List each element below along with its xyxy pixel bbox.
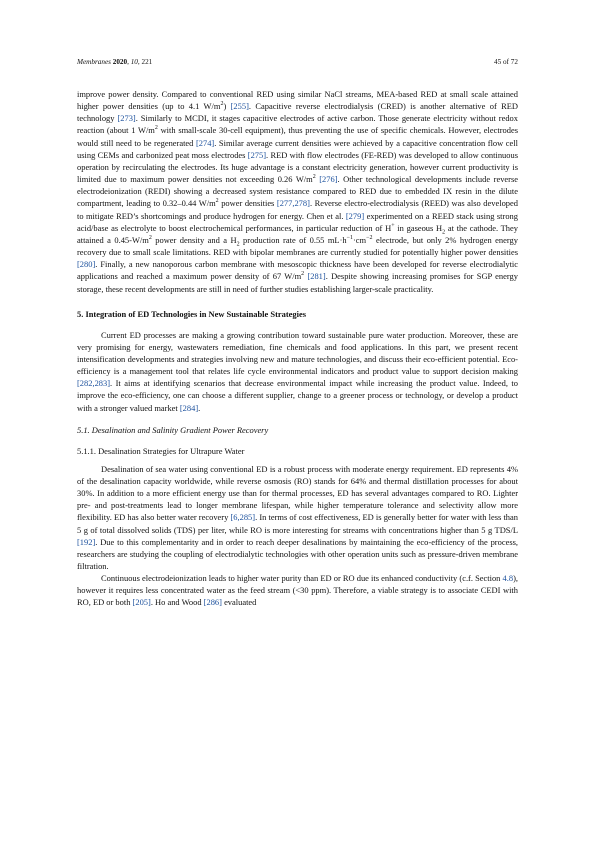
section-heading: 5. Integration of ED Technologies in New Sustainable Strategies	[77, 308, 306, 319]
citation-link[interactable]: [282,283]	[77, 378, 111, 389]
citation-link[interactable]: [6,285]	[230, 512, 256, 523]
running-header	[77, 58, 518, 66]
page-number: 45 of 72	[494, 58, 518, 66]
citation-link[interactable]: [273]	[117, 113, 136, 124]
citation-link[interactable]: [205]	[132, 597, 151, 608]
journal-name: Membranes	[77, 58, 111, 66]
citation-link[interactable]: [277,278]	[276, 198, 310, 209]
subsubsection-heading: 5.1.1. Desalination Strategies for Ultrapure Water	[77, 445, 245, 456]
paragraph-cedi: Continuous electrodeionization leads to higher water purity than ED or RO due its enhanced conductivity (c.f. Section 4.8), however it requires less concentrated water as the feed stream (<30 ppm). Therefore, a viable strategy is to associate CEDI with RO, ED or both [205]. Ho and Wood [286] evaluated	[77, 573, 518, 608]
citation-link[interactable]: [280]	[77, 259, 96, 270]
paragraph-desalination: Desalination of sea water using conventional ED is a robust process with moderate energy requirement. ED represents 4% of the desalination capacity worldwide, while reverse osmosis (RO) stands for 64% and thermal distillation processes for about 30%. In addition to a more efficient energy use than for thermal processes, ED has several advantages compared to RO. Lighter pre- and post-treatments lead to longer membrane lifespan, while higher temperature tolerance and selectivity allow more flexibility. ED has also better water recovery [6,285]. In terms of cost effectiveness, ED is generally better for water with less than 5 g of total dissolved solids (TDS) per liter, while RO is more interesting for streams with concentrations higher than 5 g TDS/L [192]. Due to this complementarity and in order to reach deeper desalinations by maintaining the eco-efficiency of the process, researchers are studying the coupling of electrodialytic technologies with other operation units such as pressure-driven membrane filtration.	[77, 463, 518, 571]
body-content	[77, 88, 518, 609]
subsection-heading: 5.1. Desalination and Salinity Gradient Power Recovery	[77, 424, 269, 435]
citation-link[interactable]: [255]	[230, 101, 249, 112]
citation-link[interactable]: [274]	[195, 137, 215, 148]
citation-link[interactable]: [276]	[319, 174, 338, 185]
citation-link[interactable]: [284]	[179, 402, 199, 413]
citation-link[interactable]: [281]	[307, 271, 326, 282]
journal-year: 2020	[112, 58, 128, 66]
paragraph-red-developments: improve power density. Compared to conventional RED using similar NaCl streams, MEA-based RED at small scale attained higher power densities (up to 4.1 $W/m^2$) [255]. Capacitive reverse electrodialysis (CRED) is another alternative of RED technology [273]. Similarly to MCDI, it stages capacitive electrodes of active carbon. Those generate electricity without redox reaction (about 1 $W/m^2$ with small-scale 30-cell equipment), thus preventing the use of specific chemicals. However, electrodes would still need to be regenerated [274]. Similar average current densities were achieved by a capacitive concentration flow cell using CEMs and carbonized peat moss electrodes [275]. RED with flow electrodes (FE-RED) was developed to allow continuous operation by recirculating the electrodes. Its huge advantage is a constant electricity generation, however current productivity is limited due to maximum power densities not exceeding 0.26 $W/m^2$ [276]. Other technological developments include reverse electrodeionization (REDI) showing a decreased system resistance compared to RED due to embedded IX resin in the dilute compartment, leading to 0.32–0.44 $W/m^2$ power densities [277,278]. Reverse electro-electrodialysis (REED) was also developed to mitigate RED’s shortcomings and produce hydrogen for energy. Chen et al. [279] experimented on a REED stack using strong acid/base as electrolyte to boost electrochemical performances, in particular reduction of H+ in gaseous $H_2$ at the cathode. They attained a $0.45-W/m^2$ power density and a $H_2$ production rate of 0.55 $mL\cdot h^{-1}\cdot cm^{-2}$ electrode, but only 2% hydrogen energy recovery due to small scale limitations. RED with bipolar membranes are currently studied for potentially higher power densities [280]. Finally, a new nanoporous carbon membrane with mesoscopic thickness have been developed for reverse electrodialytic applications and reached a maximum power density of 67 $W/m^2$ [281]. Despite showing increasing promises for SGP energy storage, these recent developments are still in need of further studies establishing larger-scale practicality.	[77, 89, 519, 294]
citation-link[interactable]: [286]	[203, 597, 222, 608]
journal-citation: Membranes 2020, 10, 221	[77, 58, 153, 66]
citation-link[interactable]: [279]	[345, 210, 365, 221]
paragraph-integration: Current ED processes are making a growing contribution toward sustainable pure water production. Moreover, these are very promising for energy, wastewaters remediation, fine chemicals and food applications. In this part, we present recent intensification developments and strategies involving new and mature technologies, and discuss their eco-efficient potential. Eco-efficiency is a management tool that relates life cycle environmental indicators and product value to support decision making [282,283]. It aims at identifying scenarios that decrease environmental impact while increasing the product value. Indeed, to improve the eco-efficiency, one can choose a different supplier, change to a greener process or technology, or develop a product with a stronger valued market [284].	[77, 329, 518, 413]
journal-article: , 221	[137, 58, 153, 66]
journal-volume: 10	[130, 58, 138, 66]
section-link[interactable]: 4.8	[502, 573, 514, 584]
citation-link[interactable]: [192]	[77, 536, 96, 547]
citation-link[interactable]: [275]	[247, 149, 267, 160]
